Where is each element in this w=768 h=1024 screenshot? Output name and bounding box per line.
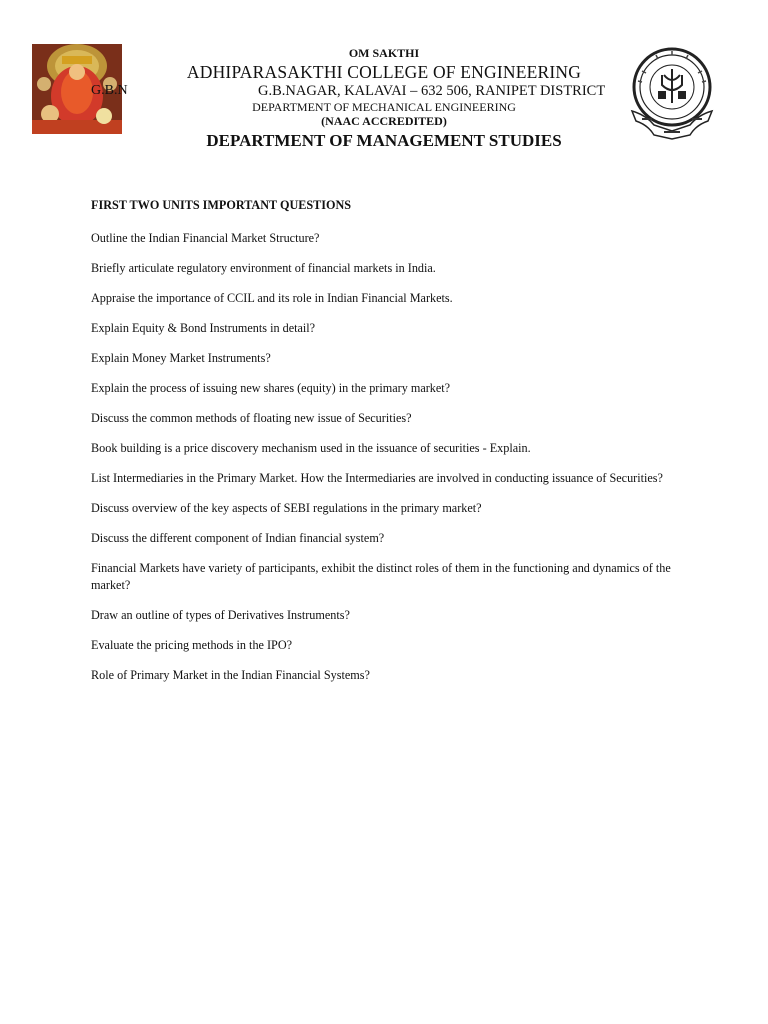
question-item: Discuss the common methods of floating new issue of Securities?	[91, 411, 412, 425]
question-item: Financial Markets have variety of participants, exhibit the distinct roles of them in the functioning and dynamics of the market?	[91, 561, 671, 592]
question-item: Appraise the importance of CCIL and its role in Indian Financial Markets.	[91, 291, 453, 305]
college-address: G.B.NAGAR, KALAVAI – 632 506, RANIPET DISTRICT	[258, 83, 606, 99]
question-list	[91, 197, 691, 697]
college-name: ADHIPARASAKTHI COLLEGE OF ENGINEERING	[186, 62, 582, 82]
naac-accredited: (NAAC ACCREDITED)	[321, 114, 447, 128]
gbn-text: G.B.N	[91, 83, 128, 98]
dept-mechanical: DEPARTMENT OF MECHANICAL ENGINEERING	[252, 100, 516, 114]
om-sakthi-text: OM SAKTHI	[348, 46, 420, 60]
question-item: Discuss overview of the key aspects of SEBI regulations in the primary market?	[91, 501, 482, 515]
question-item: Briefly articulate regulatory environment of financial markets in India.	[91, 261, 436, 275]
question-item: Evaluate the pricing methods in the IPO?	[91, 638, 293, 652]
question-item: Explain the process of issuing new shares (equity) in the primary market?	[91, 381, 451, 395]
question-item: Explain Equity & Bond Instruments in detail?	[91, 321, 316, 335]
question-item: List Intermediaries in the Primary Market. How the Intermediaries are involved in conducting issuance of Securities?	[91, 471, 663, 485]
question-item: Role of Primary Market in the Indian Financial Systems?	[91, 668, 370, 682]
question-item: Draw an outline of types of Derivatives Instruments?	[91, 608, 350, 622]
question-item: Outline the Indian Financial Market Structure?	[91, 231, 320, 245]
section-heading: FIRST TWO UNITS IMPORTANT QUESTIONS	[91, 198, 352, 212]
question-item: Explain Money Market Instruments?	[91, 351, 271, 365]
question-item: Discuss the different component of Indian financial system?	[91, 531, 385, 545]
question-item: Book building is a price discovery mechanism used in the issuance of securities - Explain.	[91, 441, 531, 455]
dept-management-title: DEPARTMENT OF MANAGEMENT STUDIES	[206, 131, 562, 150]
